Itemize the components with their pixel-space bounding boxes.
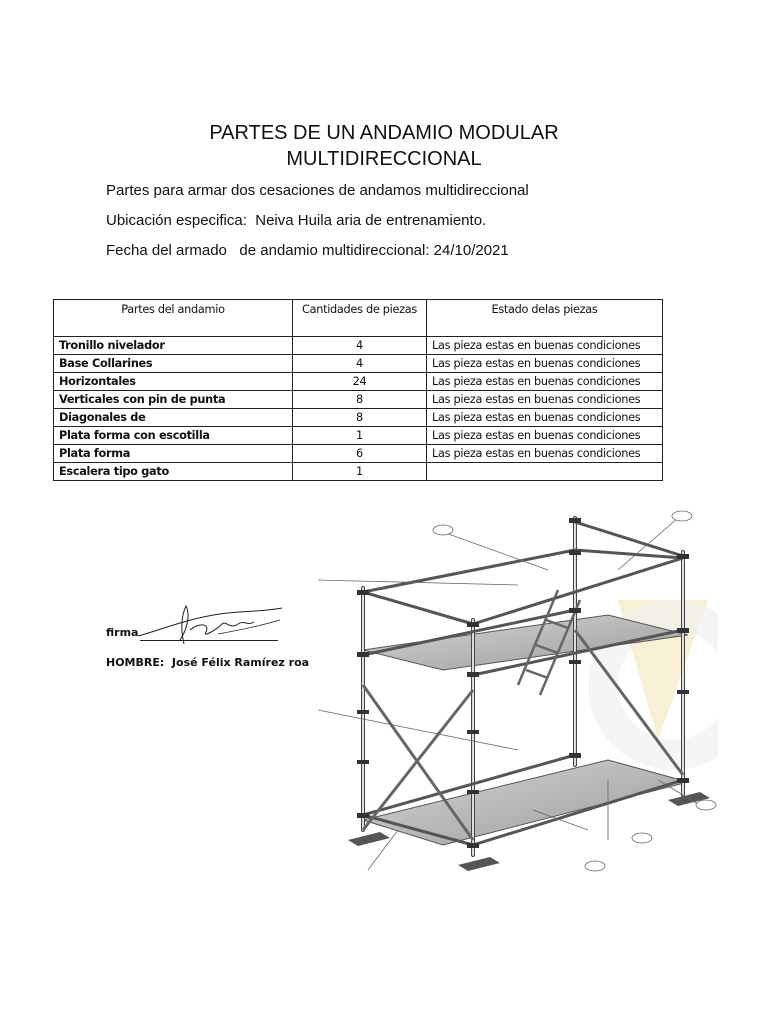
cell-part: Escalera tipo gato <box>54 463 293 481</box>
signature-label: firma <box>106 626 139 639</box>
cell-state: Las pieza estas en buenas condiciones <box>427 355 663 373</box>
cell-qty: 1 <box>293 463 427 481</box>
cell-qty: 1 <box>293 427 427 445</box>
parts-table <box>53 299 663 481</box>
header-qty: Cantidades de piezas <box>293 300 427 337</box>
handwritten-signature <box>130 600 290 650</box>
table-row <box>54 337 663 355</box>
table-row <box>54 445 663 463</box>
table-row <box>54 409 663 427</box>
table-row <box>54 373 663 391</box>
cell-qty: 8 <box>293 391 427 409</box>
cell-part: Diagonales de <box>54 409 293 427</box>
table-row <box>54 355 663 373</box>
cell-state: Las pieza estas en buenas condiciones <box>427 427 663 445</box>
header-state: Estado delas piezas <box>427 300 663 337</box>
intro-text: Partes para armar dos cesaciones de andamos multidireccional <box>106 182 529 199</box>
cell-qty: 6 <box>293 445 427 463</box>
signer-name: HOMBRE: José Félix Ramírez roa <box>106 656 310 669</box>
title-line-2: MULTIDIRECCIONAL <box>286 148 482 170</box>
title-line-1: PARTES DE UN ANDAMIO MODULAR <box>209 122 559 144</box>
cell-qty: 4 <box>293 337 427 355</box>
cell-state <box>427 463 663 481</box>
table-row <box>54 391 663 409</box>
cell-part: Horizontales <box>54 373 293 391</box>
cell-qty: 4 <box>293 355 427 373</box>
document-title <box>0 120 768 172</box>
signature-line <box>140 640 278 641</box>
cell-state: Las pieza estas en buenas condiciones <box>427 337 663 355</box>
cell-state: Las pieza estas en buenas condiciones <box>427 391 663 409</box>
scaffold-diagram-icon <box>318 510 718 890</box>
table-row <box>54 463 663 481</box>
cell-part: Plata forma con escotilla <box>54 427 293 445</box>
cell-qty: 24 <box>293 373 427 391</box>
cell-part: Verticales con pin de punta <box>54 391 293 409</box>
cell-state: Las pieza estas en buenas condiciones <box>427 373 663 391</box>
cell-state: Las pieza estas en buenas condiciones <box>427 445 663 463</box>
table-header-row <box>54 300 663 337</box>
cell-state: Las pieza estas en buenas condiciones <box>427 409 663 427</box>
location-text: Ubicación especifica: Neiva Huila aria de entrenamiento. <box>106 212 487 229</box>
cell-part: Base Collarines <box>54 355 293 373</box>
table-row <box>54 427 663 445</box>
date-text: Fecha del armado de andamio multidireccional: 24/10/2021 <box>106 242 509 259</box>
header-part: Partes del andamio <box>54 300 293 337</box>
cell-part: Tronillo nivelador <box>54 337 293 355</box>
cell-qty: 8 <box>293 409 427 427</box>
cell-part: Plata forma <box>54 445 293 463</box>
